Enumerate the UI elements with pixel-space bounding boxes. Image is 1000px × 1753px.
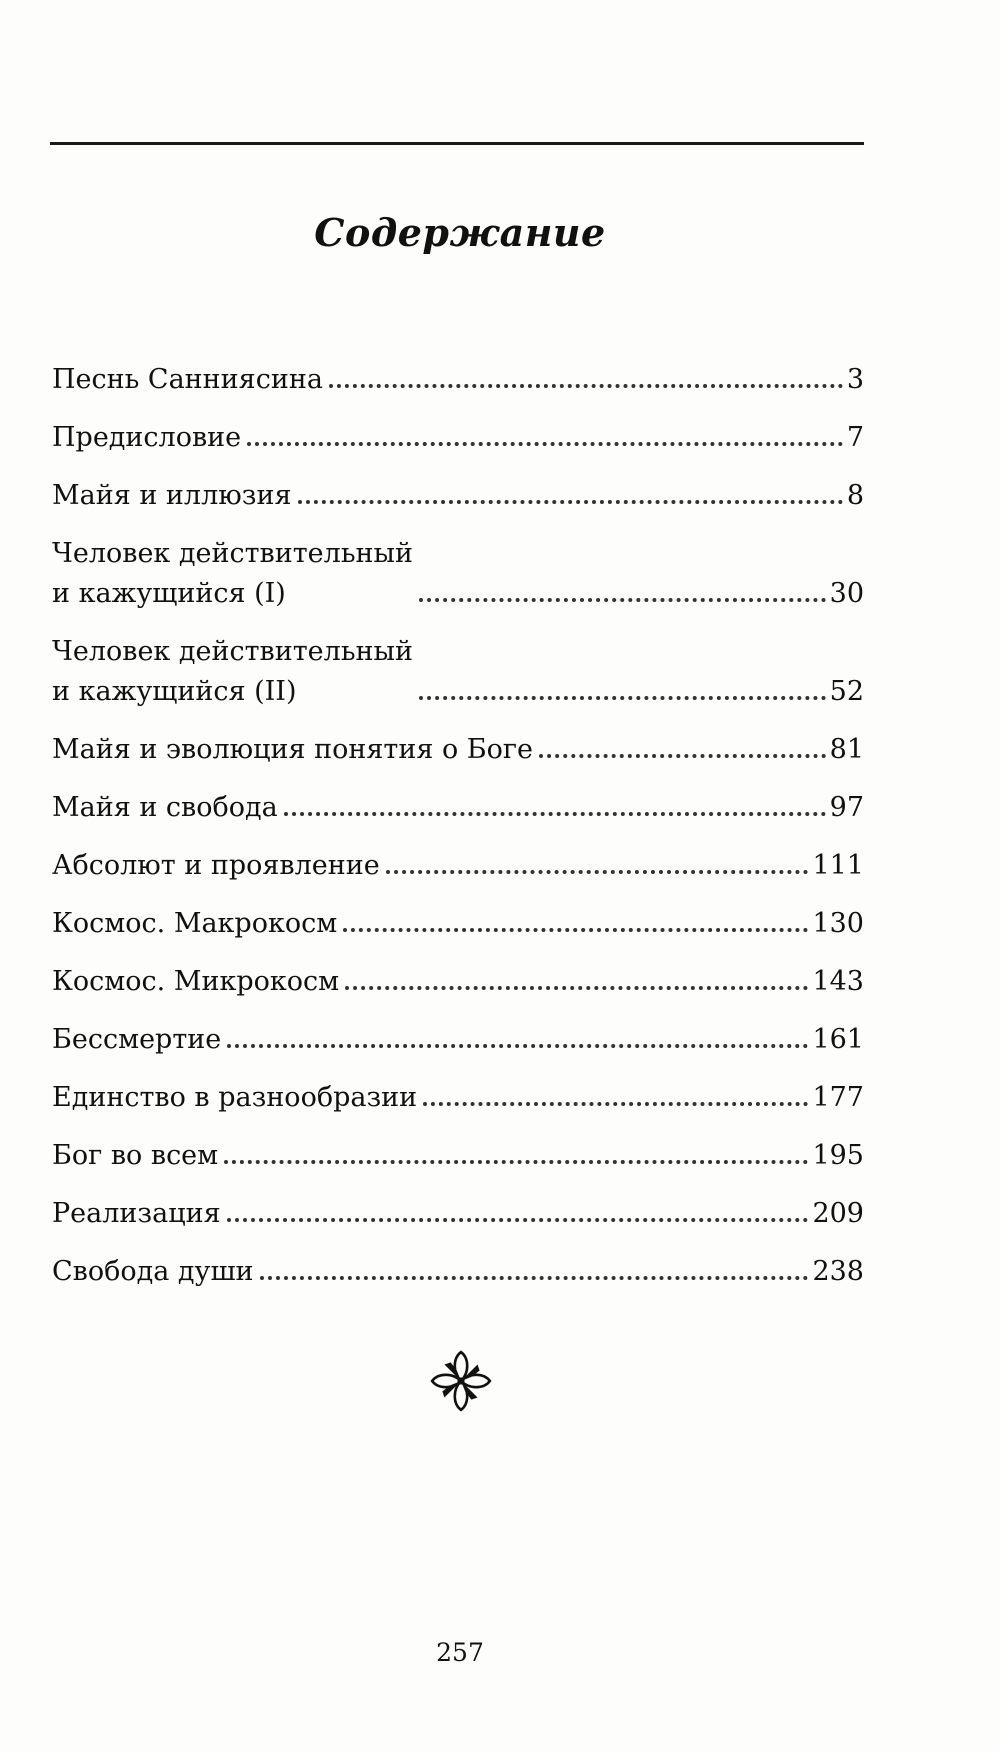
toc-entry-title-line: Абсолют и проявление <box>52 850 380 881</box>
toc-entry-title-line: и кажущийся (I) <box>52 578 286 609</box>
toc-entry <box>52 1118 864 1176</box>
toc-entry-title-line: и кажущийся (II) <box>52 676 297 707</box>
toc-entry-page: 195 <box>812 1140 864 1171</box>
toc-entry-title <box>52 962 339 1002</box>
dot-leader <box>227 1044 808 1048</box>
toc-entry-title-line: Человек действительный <box>52 636 413 667</box>
toc-entry <box>52 1176 864 1234</box>
toc-entry <box>52 770 864 828</box>
toc-entry-title <box>52 730 533 770</box>
toc-entry-title-line: Человек действительный <box>52 538 413 569</box>
dot-leader <box>419 696 826 700</box>
toc-entry-title <box>52 1194 221 1234</box>
toc-entry-title <box>52 418 241 458</box>
dot-leader <box>224 1160 808 1164</box>
toc-entry-title <box>52 846 380 886</box>
toc-entry-title <box>52 632 413 712</box>
toc-entry-title-line: Майя и эволюция понятия о Боге <box>52 734 534 765</box>
toc-entry-title-line: Единство в разнообразии <box>52 1082 418 1113</box>
toc-entry-page: 3 <box>846 364 864 395</box>
toc-entry-title <box>52 534 413 614</box>
dot-leader <box>345 986 808 990</box>
toc-entry-title <box>52 1252 254 1292</box>
toc-entry-title-line: Космос. Микрокосм <box>52 966 340 997</box>
page-title: Содержание <box>314 210 606 255</box>
toc-entry-title <box>52 1078 417 1118</box>
dot-leader <box>539 754 826 758</box>
toc-entry <box>52 1234 864 1292</box>
toc-entry <box>52 1002 864 1060</box>
toc-entry-title-line: Бессмертие <box>52 1024 222 1055</box>
toc-entry-page: 177 <box>812 1082 864 1113</box>
toc-entry-page: 97 <box>829 792 864 823</box>
toc-entry <box>52 1060 864 1118</box>
toc-entry <box>52 614 864 712</box>
toc-entry-page: 111 <box>812 850 864 881</box>
toc-entry-page: 8 <box>846 480 864 511</box>
dot-leader <box>227 1218 809 1222</box>
toc-entry-title <box>52 788 278 828</box>
toc-entry <box>52 458 864 516</box>
dot-leader <box>260 1276 809 1280</box>
page-number: 257 <box>436 1638 484 1667</box>
toc-entry-page: 209 <box>812 1198 864 1229</box>
toc-entry-page: 238 <box>812 1256 864 1287</box>
dot-leader <box>298 500 843 504</box>
header-rule <box>50 142 864 145</box>
floral-ornament-icon <box>430 1350 492 1412</box>
dot-leader <box>423 1102 808 1106</box>
dot-leader <box>386 870 809 874</box>
toc-entry-page: 143 <box>812 966 864 997</box>
toc-entry <box>52 516 864 614</box>
toc-entry-page: 52 <box>829 676 864 707</box>
toc-entry-title-line: Предисловие <box>52 422 242 453</box>
toc-entry <box>52 944 864 1002</box>
toc-entry-page: 161 <box>812 1024 864 1055</box>
toc-entry <box>52 400 864 458</box>
toc-entry-title <box>52 1020 221 1060</box>
toc-entry <box>52 342 864 400</box>
toc-entry-page: 30 <box>829 578 864 609</box>
toc-entry-title <box>52 476 292 516</box>
toc-entry-page: 130 <box>812 908 864 939</box>
toc-entry-page: 7 <box>846 422 864 453</box>
toc-entry-title-line: Бог во всем <box>52 1140 219 1171</box>
toc-entry-title-line: Майя и иллюзия <box>52 480 292 511</box>
toc-entry-title-line: Реализация <box>52 1198 221 1229</box>
dot-leader <box>343 928 808 932</box>
table-of-contents <box>52 342 864 1292</box>
toc-entry <box>52 712 864 770</box>
toc-entry-page: 81 <box>829 734 864 765</box>
dot-leader <box>419 598 826 602</box>
toc-entry <box>52 828 864 886</box>
toc-entry-title-line: Майя и свобода <box>52 792 278 823</box>
toc-entry-title <box>52 360 323 400</box>
toc-entry <box>52 886 864 944</box>
dot-leader <box>284 812 826 816</box>
toc-entry-title <box>52 1136 218 1176</box>
toc-entry-title <box>52 904 337 944</box>
dot-leader <box>329 384 843 388</box>
toc-entry-title-line: Песнь Санниясина <box>52 364 323 395</box>
dot-leader <box>247 442 843 446</box>
toc-entry-title-line: Свобода души <box>52 1256 254 1287</box>
toc-entry-title-line: Космос. Макрокосм <box>52 908 338 939</box>
